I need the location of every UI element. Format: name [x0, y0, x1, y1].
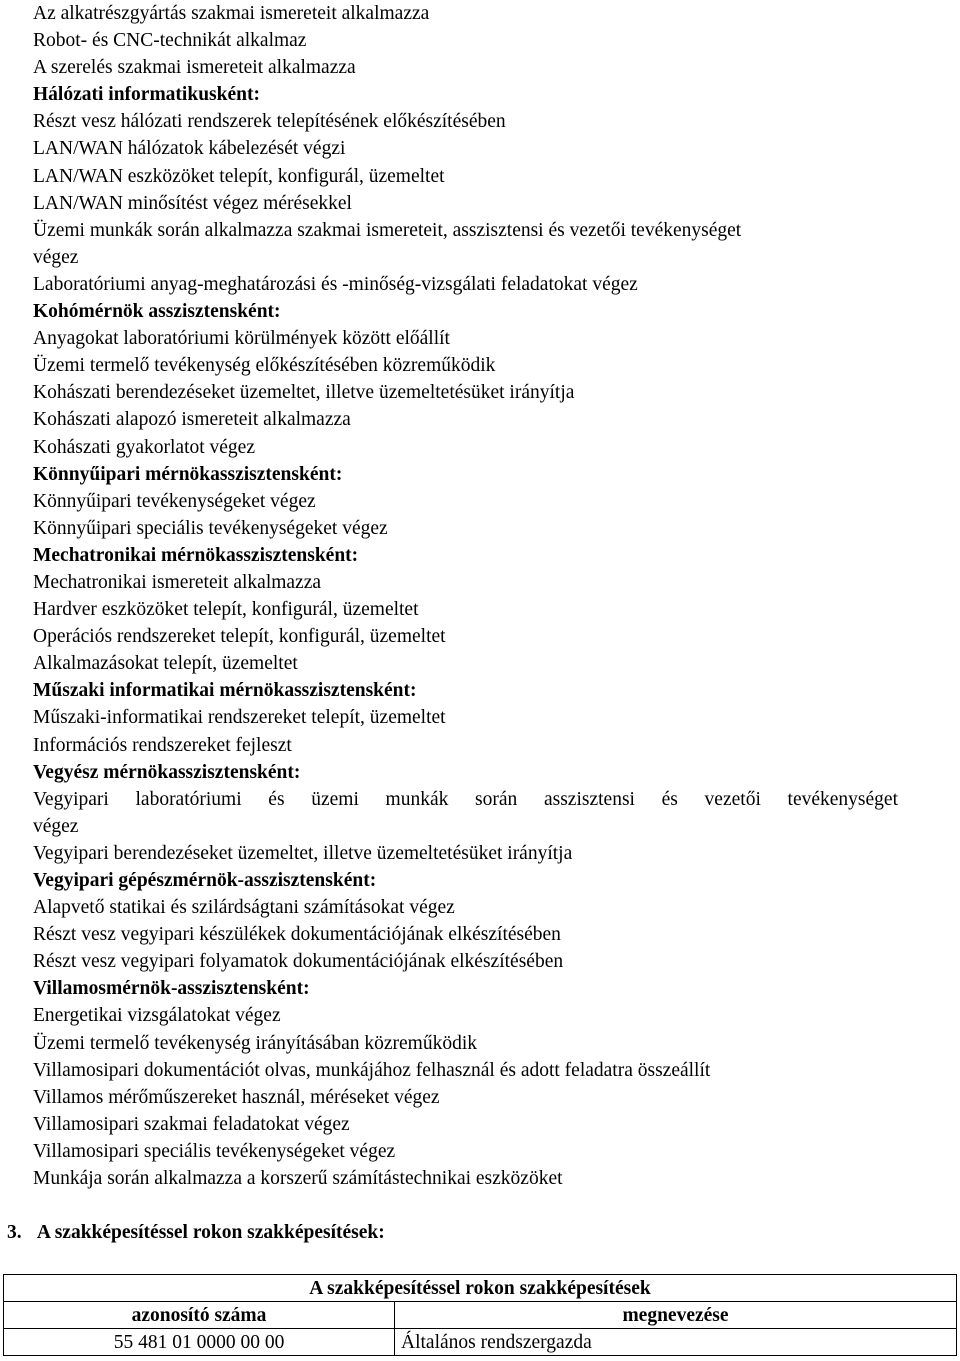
list-line: LAN/WAN hálózatok kábelezését végzi [33, 138, 346, 160]
list-line: Hardver eszközöket telepít, konfigurál, üzemeltet [33, 599, 419, 621]
list-line: Mechatronikai ismereteit alkalmazza [33, 571, 322, 593]
list-line: Alapvető statikai és szilárdságtani számításokat végez [33, 897, 455, 919]
list-line: Kohászati gyakorlatot végez [33, 436, 255, 458]
subheading: Műszaki informatikai mérnökasszisztensként: [33, 680, 417, 702]
subheading: Vegyész mérnökasszisztensként: [33, 761, 301, 783]
document-body [33, 0, 898, 1192]
list-line: Kohászati alapozó ismereteit alkalmazza [33, 409, 351, 431]
list-line: Az alkatrészgyártás szakmai ismereteit alkalmazza [33, 3, 430, 24]
list-line: Vegyipari berendezéseket üzemeltet, illetve üzemeltetésüket irányítja [33, 842, 573, 864]
column-header-id: azonosító száma [4, 1302, 395, 1329]
list-line: Operációs rendszereket telepít, konfigurál, üzemeltet [33, 626, 446, 648]
related-qualifications-table [3, 1274, 957, 1356]
list-line: Részt vesz vegyipari folyamatok dokumentációjának elkészítésében [33, 951, 564, 973]
list-line: Könnyűipari speciális tevékenységeket végez [33, 517, 388, 539]
list-line: Vegyipari laboratóriumi és üzemi munkák során asszisztensi és vezetői tevékenységet [33, 788, 898, 810]
list-line: Robot- és CNC-technikát alkalmaz [33, 30, 307, 52]
column-header-name: megnevezése [395, 1302, 957, 1329]
table-caption-row [4, 1275, 957, 1302]
list-line: Részt vesz hálózati rendszerek telepítésének előkészítésében [33, 111, 506, 133]
list-line: Villamosipari speciális tevékenységeket végez [33, 1140, 396, 1162]
list-line: Könnyűipari tevékenységeket végez [33, 490, 316, 512]
list-line: LAN/WAN minősítést végez mérésekkel [33, 192, 352, 214]
subheading: Kohómérnök asszisztensként: [33, 301, 281, 323]
list-line: Energetikai vizsgálatokat végez [33, 1005, 281, 1027]
table-cell-name: Általános rendszergazda [395, 1329, 957, 1356]
list-line: Anyagokat laboratóriumi körülmények között előállít [33, 328, 450, 350]
table-caption: A szakképesítéssel rokon szakképesítések [4, 1275, 957, 1302]
list-line: Üzemi termelő tevékenység előkészítésében közreműködik [33, 355, 496, 377]
subheading: Villamosmérnök-asszisztensként: [33, 978, 310, 1000]
list-line: Üzemi munkák során alkalmazza szakmai ismereteit, asszisztensi és vezetői tevékenységet [33, 219, 742, 241]
list-line: Villamosipari dokumentációt olvas, munkájához felhasznál és adott feladatra összeállít [33, 1059, 711, 1081]
list-line: Műszaki-informatikai rendszereket telepít, üzemeltet [33, 707, 446, 729]
table-header-row [4, 1302, 957, 1329]
section-heading [7, 1219, 385, 1246]
section-title: A szakképesítéssel rokon szakképesítések: [36, 1222, 385, 1243]
list-line: LAN/WAN eszközöket telepít, konfigurál, üzemeltet [33, 165, 445, 187]
list-line: Laboratóriumi anyag-meghatározási és -minőség-vizsgálati feladatokat végez [33, 273, 638, 295]
list-line: Villamosipari szakmai feladatokat végez [33, 1113, 350, 1135]
subheading: Könnyűipari mérnökasszisztensként: [33, 463, 343, 485]
subheading: Mechatronikai mérnökasszisztensként: [33, 544, 359, 566]
list-line: Kohászati berendezéseket üzemeltet, illetve üzemeltetésüket irányítja [33, 382, 575, 404]
list-line: Villamos mérőműszereket használ, méréseket végez [33, 1086, 440, 1108]
table-cell-id: 55 481 01 0000 00 00 [4, 1329, 395, 1356]
table-row [4, 1329, 957, 1356]
list-line: Információs rendszereket fejleszt [33, 734, 292, 756]
list-line: végez [33, 246, 79, 268]
section-number: 3. [7, 1222, 22, 1243]
list-line: Üzemi termelő tevékenység irányításában közreműködik [33, 1032, 478, 1054]
list-line: Alkalmazásokat telepít, üzemeltet [33, 653, 298, 675]
subheading: Vegyipari gépészmérnök-asszisztensként: [33, 870, 377, 891]
list-line: Munkája során alkalmazza a korszerű számítástechnikai eszközöket [33, 1168, 563, 1190]
list-line: végez [33, 815, 79, 837]
list-line: A szerelés szakmai ismereteit alkalmazza [33, 57, 356, 79]
list-line: Részt vesz vegyipari készülékek dokumentációjának elkészítésében [33, 924, 561, 946]
subheading: Hálózati informatikusként: [33, 84, 260, 106]
